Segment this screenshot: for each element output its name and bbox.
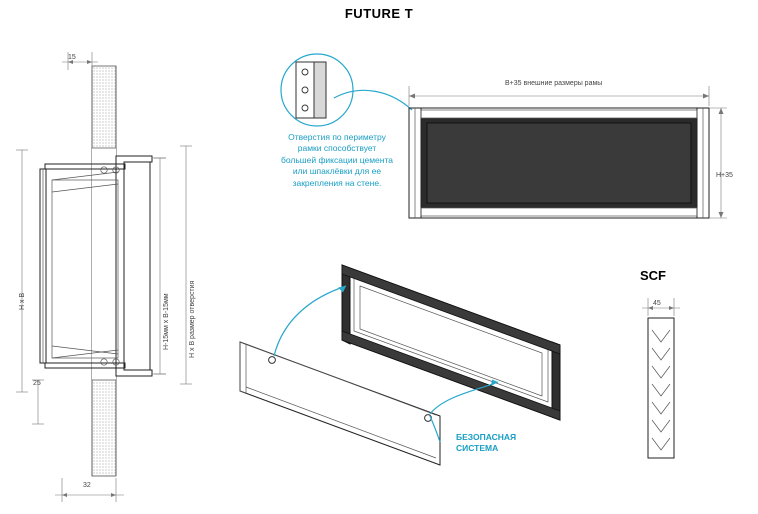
section-dim-bottom: 32 (83, 482, 91, 489)
holes-callout-line-2: большей фиксации цемента (280, 154, 393, 165)
safety-callout-line-1: СИСТЕМА (456, 443, 499, 454)
safety-callout (456, 432, 516, 455)
section-label-outer: H x B (19, 292, 26, 310)
safety-callout-line-0: БЕЗОПАСНАЯ (456, 432, 517, 442)
scf-profile-view (630, 292, 710, 472)
section-label-opening: H x B размер отверстия (189, 280, 196, 358)
holes-callout-line-4: закрепления на стене. (292, 177, 382, 188)
page-title: FUTURE T (344, 6, 414, 21)
frame-width-label: B+35 внешние размеры рамы (505, 80, 603, 87)
scf-width-dim: 45 (653, 300, 661, 307)
holes-callout-line-3: или шпаклёвки для ее (292, 166, 382, 177)
frame-front-view (395, 80, 735, 250)
section-dim-top: 15 (68, 54, 76, 61)
section-dim-left: 25 (33, 380, 41, 387)
frame-height-label: H+35 (716, 172, 733, 179)
holes-callout-line-0: Отверстия по периметру (288, 132, 386, 142)
scf-title: SCF (640, 268, 666, 283)
holes-callout-line-1: рамки способствует (297, 143, 377, 154)
section-label-inner: H-15мм х B-15мм (163, 293, 170, 350)
section-view (0, 40, 240, 514)
isometric-assembly-view (230, 250, 570, 480)
